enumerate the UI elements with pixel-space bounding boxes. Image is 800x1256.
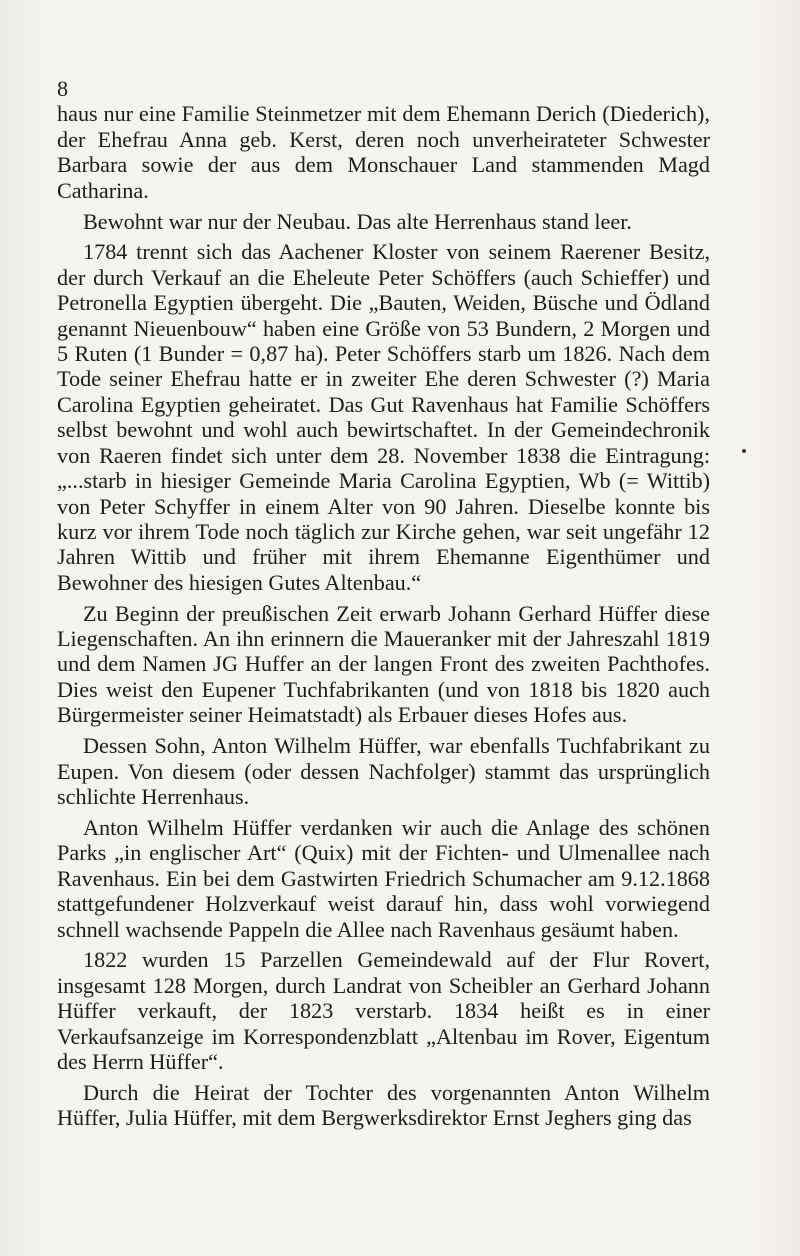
paragraph-7: 1822 wurden 15 Parzellen Gemeindewald auf der Flur Rovert, insgesamt 128 Morgen, durch Landrat von Scheibler an Gerhard Johann Hüffer verkauft, der 1823 verstarb. 1834 heißt es in einer Verkaufsanzeige im Korrespondenzblatt „Altenbau im Rover, Eigentum des Herrn Hüffer“.	[57, 947, 710, 1075]
paragraph-5: Dessen Sohn, Anton Wilhelm Hüffer, war ebenfalls Tuchfabrikant zu Eupen. Von diesem (oder dessen Nachfolger) stammt das ursprünglich schlichte Herrenhaus.	[57, 733, 710, 809]
page-number: 8	[57, 76, 69, 101]
margin-dot	[742, 449, 746, 453]
paragraph-6: Anton Wilhelm Hüffer verdanken wir auch die Anlage des schönen Parks „in englischer Art“ (Quix) mit der Fichten- und Ulmenallee nach Ravenhaus. Ein bei dem Gastwirten Friedrich Schumacher am 9.12.1868 stattgefundener Holzverkauf weist darauf hin, dass wohl vorwiegend schnell wachsende Pappeln die Allee nach Ravenhaus gesäumt haben.	[57, 814, 710, 942]
paragraph-3: 1784 trennt sich das Aachener Kloster von seinem Raerener Besitz, der durch Verkauf an die Eheleute Peter Schöffers (auch Schieffer) und Petronella Egyptien übergeht. Die „Bauten, Weiden, Büsche und Ödland genannt Nieuenbouw“ haben eine Größe von 53 Bundern, 2 Morgen und 5 Ruten (1 Bunder = 0,87 ha). Peter Schöffers starb um 1826. Nach dem Tode seiner Ehefrau hatte er in zweiter Ehe deren Schwester (?) Maria Carolina Egyptien geheiratet. Das Gut Ravenhaus hat Familie Schöffers selbst bewohnt und wohl auch bewirtschaftet. In der Gemeindechronik von Raeren findet sich unter dem 28. November 1838 die Eintragung: „...starb in hiesiger Gemeinde Maria Carolina Egyptien, Wb (= Wittib) von Peter Schyffer in einem Alter von 90 Jahren. Dieselbe konnte bis kurz vor ihrem Tode noch täglich zur Kirche gehen, war seit ungefähr 12 Jahren Wittib und früher mit ihrem Ehemanne Eigenthümer und Bewohner des hiesigen Gutes Altenbau.“	[57, 239, 710, 595]
paragraph-2: Bewohnt war nur der Neubau. Das alte Herrenhaus stand leer.	[83, 208, 632, 234]
page-text	[57, 76, 710, 1136]
paragraph-8: Durch die Heirat der Tochter des vorgenannten Anton Wilhelm Hüffer, Julia Hüffer, mit dem Bergwerksdirektor Ernst Jeghers ging das	[57, 1079, 710, 1131]
paragraph-1: haus nur eine Familie Steinmetzer mit dem Ehemann Derich (Diederich), der Ehefrau Anna geb. Kerst, deren noch unverheirateter Schwester Barbara sowie der aus dem Monschauer Land stammenden Magd Catharina.	[57, 101, 710, 203]
paragraph-4: Zu Beginn der preußischen Zeit erwarb Johann Gerhard Hüffer diese Liegenschaften. An ihn erinnern die Maueranker mit der Jahreszahl 1819 und dem Namen JG Huffer an der langen Front des zweiten Pachthofes. Dies weist den Eupener Tuchfabrikanten (und von 1818 bis 1820 auch Bürgermeister seiner Heimatstadt) als Erbauer dieses Hofes aus.	[57, 600, 710, 728]
